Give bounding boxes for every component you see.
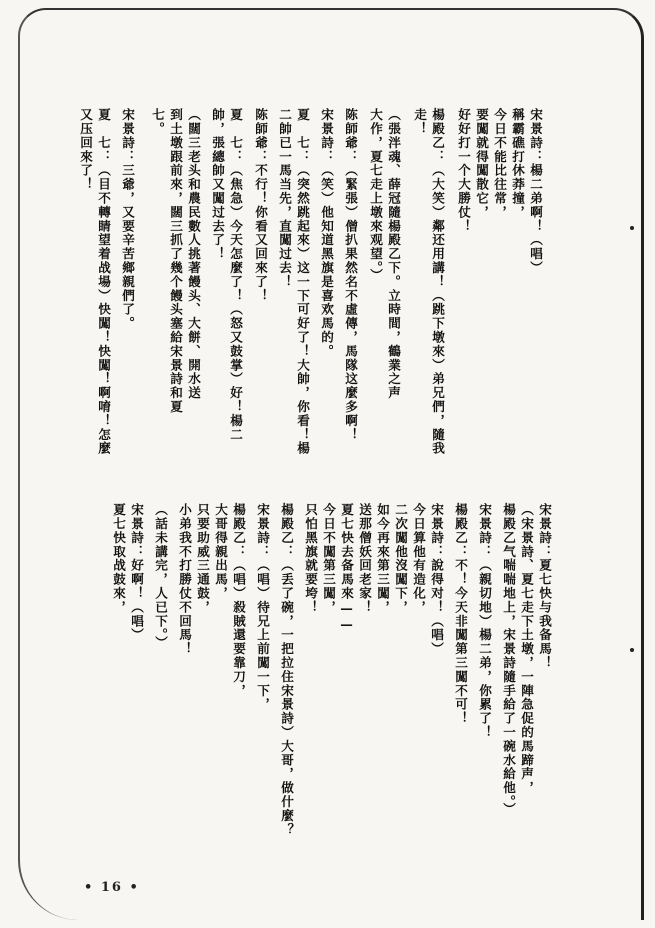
top-column: 到土墩跟前來，闊三抓了幾个饅头塞給宋景詩和夏 (168, 108, 183, 414)
bottom-column: 宋景詩：好啊！（唱） (129, 503, 144, 642)
top-column: 又压回來了！ (78, 108, 93, 192)
top-column: 今日不能比往常， (492, 108, 507, 220)
top-column: 走！ (412, 108, 427, 136)
top-column: 夏 七：（突然跳起來）这一下可好了！大帥，你看！楊 (295, 108, 310, 456)
top-column: 宋景詩：楊二弟啊！（唱） (528, 108, 543, 275)
bottom-column: 小弟我不打勝仗不回馬！ (177, 503, 192, 656)
top-column: 二帥已一馬当先，直闖过去！ (277, 108, 292, 289)
bottom-column: 宋景詩：（親切地）楊二弟，你累了！ (477, 503, 492, 740)
bottom-column: 宋景詩：說得对！（唱） (429, 503, 444, 656)
top-column: 帥，張總帥又闖过去了！ (210, 108, 225, 261)
top-column: 宋景詩：（笑）他知道黑旗是喜欢馬的。 (319, 108, 334, 359)
bottom-column: 今日算他有造化， (411, 503, 426, 615)
bottom-column: 二次闖他沒闖下， (393, 503, 408, 615)
bottom-column: 宋景詩：夏七快与我备馬！ (537, 503, 552, 670)
top-column: 好好打一个大勝仗！ (456, 108, 471, 234)
top-column: 夏 七：（目不轉睛望着战場）快闖！快闖！啊唷！怎麼 (96, 108, 111, 456)
top-column: 夏 七：（焦急）今天怎麼了！（怒又鼓掌）好！楊二 (228, 108, 243, 442)
top-column: 稱霸礁打休莽撞， (510, 108, 525, 220)
bottom-column: 夏七快取战鼓來， (111, 503, 126, 615)
bottom-column: 送那僧妖回老家！ (357, 503, 372, 615)
bottom-column: 只怕黑旗就要垮！ (303, 503, 318, 615)
top-column: 宋景詩：三爺，又要辛苦鄉親們了。 (120, 108, 135, 331)
top-column: 要闖就得闖散它， (474, 108, 489, 220)
top-column: （張泮魂、薛冠隨楊殿乙下。立時間，鶴業之声 (386, 108, 401, 400)
bottom-column: 今日不闖第三闖， (321, 503, 336, 615)
top-column: （闊三老头和農民數人挑著饅头、大餅、開水送 (186, 108, 201, 400)
bottom-column: 楊殿乙气喘喘地上，宋景詩隨手給了一碗水給他。） (501, 503, 516, 817)
page-number: • 16 • (84, 880, 140, 895)
bottom-column: 楊殿乙：（唱）殺賊還要靠刀， (231, 503, 246, 698)
top-column: 陈師爺：不行！你看又回來了！ (253, 108, 268, 303)
bottom-column: 宋景詩：（唱）待兄上前闖一下， (255, 503, 270, 712)
bottom-column: 如今再來第三闖， (375, 503, 390, 615)
top-column: 楊殿乙：（大笑）鄰还用講！（跳下墩來）弟兄們，隨我 (430, 108, 445, 456)
bottom-column: 夏七快去备馬來—— (339, 503, 354, 633)
top-column: 七。 (150, 108, 165, 136)
bottom-column: （宋景詩、夏七走下土墩，一陣急促的馬蹄声， (519, 503, 534, 795)
bottom-column: 楊殿乙：不！今天非闖第三闖不可！ (453, 503, 468, 726)
bottom-column: 楊殿乙：（丢了碗，一把拉住宋景詩）大哥，做什麼？ (279, 503, 294, 837)
top-column: 大作，夏七走上墩來观望。） (368, 108, 383, 283)
bottom-column: 只要助威三通鼓， (195, 503, 210, 615)
bottom-column: （話未講完，人已下。） (153, 503, 168, 650)
top-column: 陈師爺：（緊張）僧扒果然名不虛傳，馬隊这麼多啊！ (343, 108, 358, 442)
bottom-column: 大哥得親出馬， (213, 503, 228, 601)
